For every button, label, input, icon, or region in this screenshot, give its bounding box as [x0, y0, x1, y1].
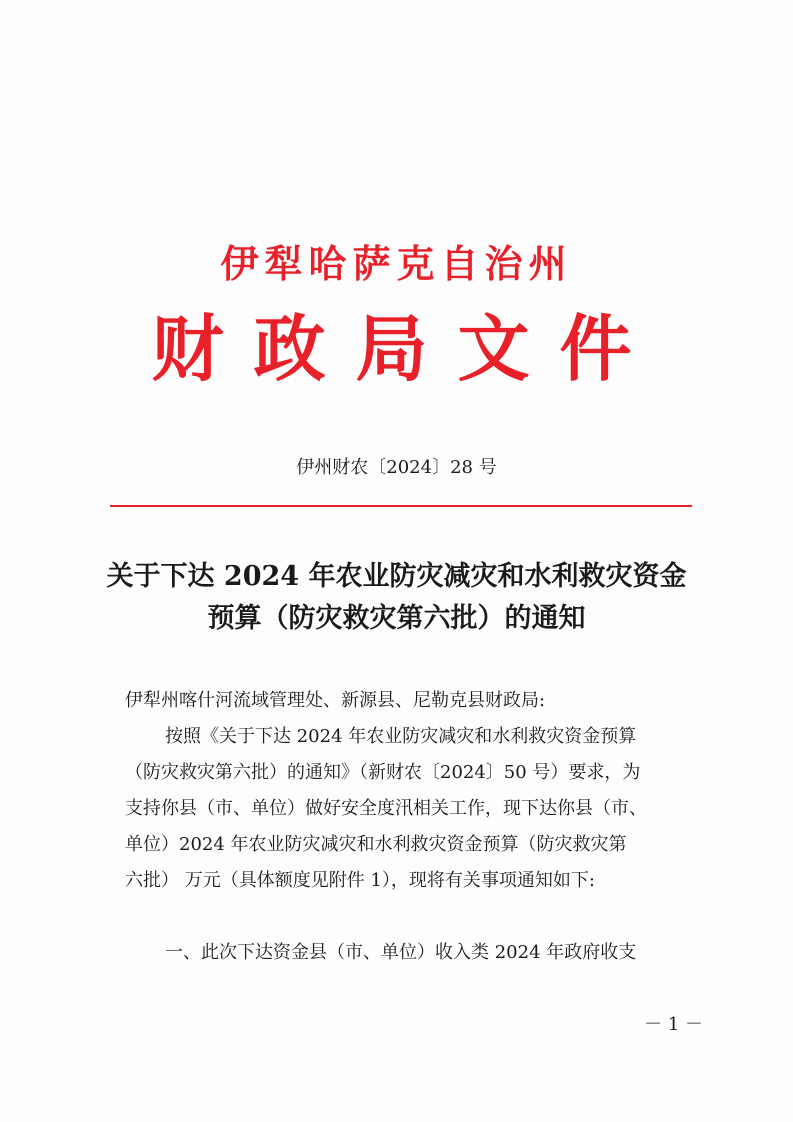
- paragraph-line: 支持你县（市、单位）做好安全度汛相关工作，现下达你县（市、: [125, 798, 647, 819]
- paragraph-line: 单位）2024 年农业防灾减灾和水利救灾资金预算（防灾救灾第: [125, 834, 627, 855]
- body-paragraph-1: [125, 719, 705, 899]
- body-paragraph-2: 一、此次下达资金县（市、单位）收入类 2024 年政府收支: [165, 942, 637, 963]
- addressee: 伊犁州喀什河流域管理处、新源县、尼勒克县财政局:: [125, 690, 546, 711]
- paragraph-line: 按照《关于下达 2024 年农业防灾减灾和水利救灾资金预算: [165, 726, 637, 747]
- document-type-heading: 财政局文件: [151, 306, 662, 391]
- notice-title-line1: 关于下达 2024 年农业防灾减灾和水利救灾资金: [106, 561, 687, 592]
- red-divider-line: [110, 505, 692, 507]
- page-number: － 1 －: [644, 1014, 703, 1035]
- issuer-name: 伊犁哈萨克自治州: [220, 241, 573, 286]
- document-number: 伊州财农〔2024〕28 号: [296, 457, 497, 478]
- paragraph-line: （防灾救灾第六批）的通知》（新财农〔2024〕50 号）要求，为: [125, 762, 641, 783]
- notice-title-line2: 预算（防灾救灾第六批）的通知: [207, 603, 586, 634]
- paragraph-line: 六批） 万元（具体额度见附件 1），现将有关事项通知如下:: [125, 870, 595, 891]
- notice-title: [60, 556, 733, 640]
